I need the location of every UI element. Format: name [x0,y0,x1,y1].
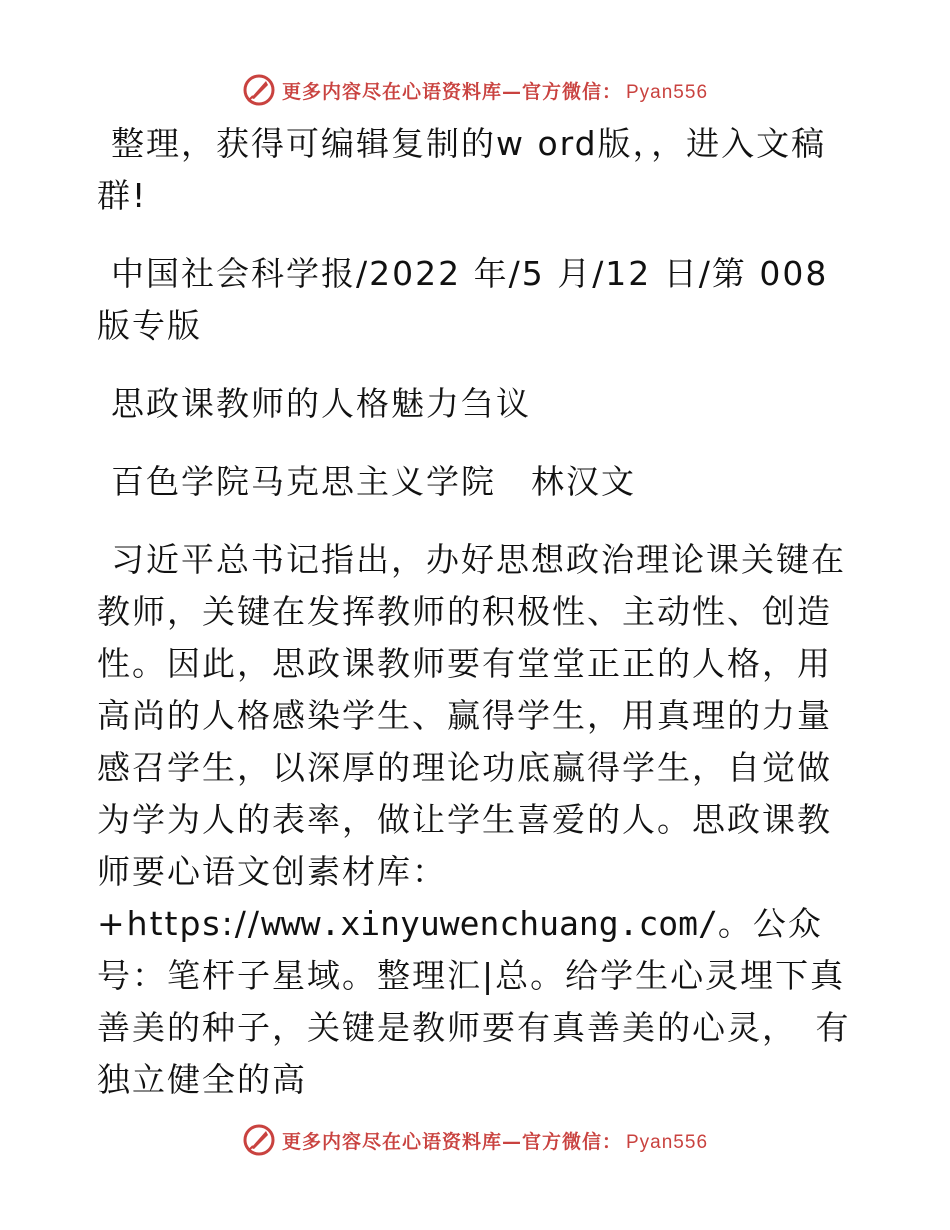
banner-wechat-label: 官方微信： [521,80,622,103]
body-paragraph [97,534,857,1106]
footer-banner [0,1120,950,1160]
article-author: 百色学院马克思主义学院 林汉文 [111,462,636,501]
body-text-part1: 习近平总书记指出，办好思想政治理论课关键在教师，关键在发挥教师的积极性、主动性、创造性。因此，思政课教师要有堂堂正正的人格，用高尚的人格感染学生、赢得学生，用真理的力量感召学生，以深厚的理论功底赢得学生，自觉做为学为人的表率，做让学生喜爱的人。思政课教师要心语文创素材库：+https:// [97,540,846,943]
banner-title: 更多内容尽在心语资料库 [281,80,502,103]
banner-dash: — [501,1130,522,1153]
banner-wechat-id: Pyan556 [626,81,709,103]
banner-wechat-id: Pyan556 [626,1131,709,1153]
quill-logo-icon [242,1123,276,1157]
intro-line: 整理，获得可编辑复制的w ord版，，进入文稿群! [97,124,827,215]
banner-text [282,1127,708,1154]
body-url: www.xinyuwenchuang.com/ [260,904,718,943]
body-text-part2: 。公众号：笔杆子星域。整理汇|总。给学生心灵埋下真善美的种子，关键是教师要有真善美的心灵， 有独立健全的高 [97,904,851,1099]
article-title: 思政课教师的人格魅力刍议 [111,384,531,423]
source-line: 中国社会科学报/2022 年/5 月/12 日/第 008 版专版 [97,254,829,345]
banner-text [282,77,708,104]
banner-wechat-label: 官方微信： [521,1130,622,1153]
document-body [97,118,857,1106]
banner-dash: — [501,80,522,103]
header-banner [0,70,950,110]
quill-logo-icon [242,73,276,107]
banner-title: 更多内容尽在心语资料库 [281,1130,502,1153]
